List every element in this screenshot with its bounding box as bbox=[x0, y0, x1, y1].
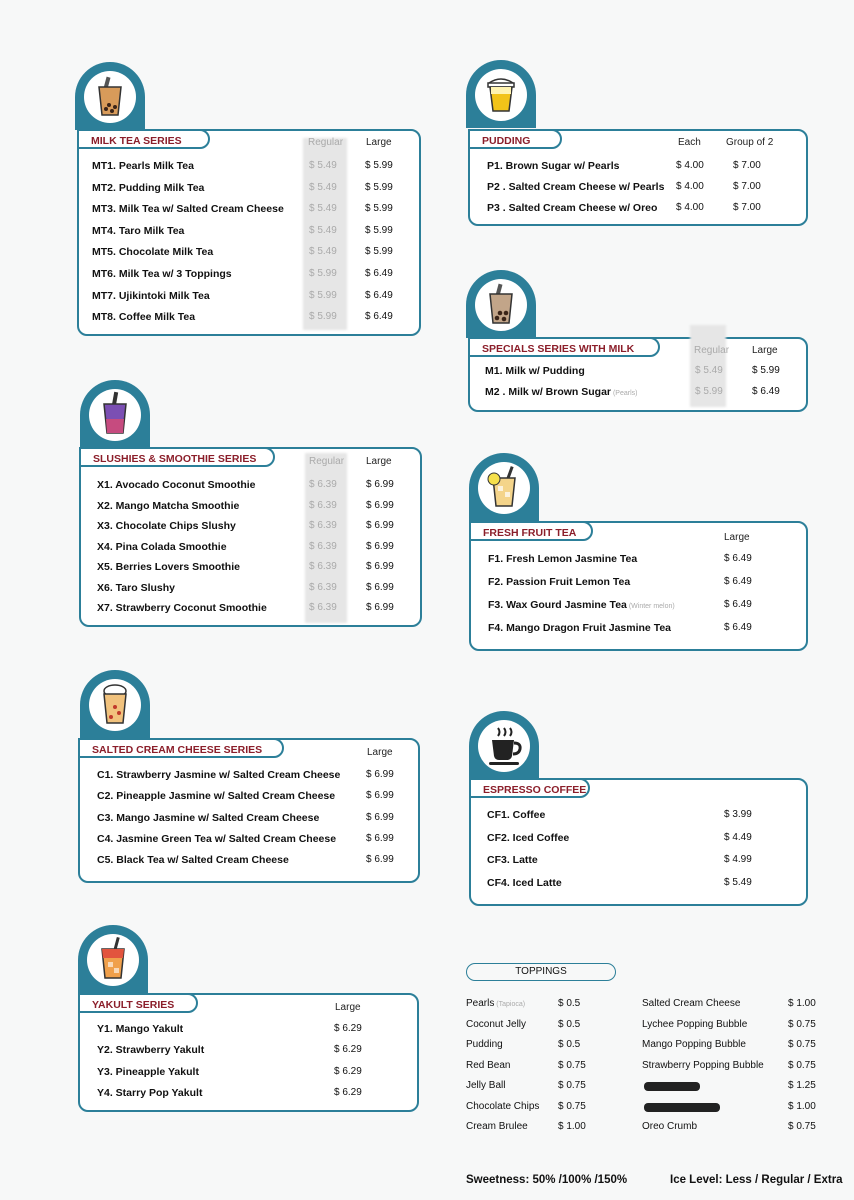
menu-item-name: Y3. Pineapple Yakult bbox=[97, 1065, 199, 1078]
each-price: $ 4.00 bbox=[676, 160, 704, 171]
menu-item-name: MT2. Pudding Milk Tea bbox=[92, 181, 205, 194]
pudding-icon-tab bbox=[466, 60, 536, 128]
regular-price: $ 5.49 bbox=[309, 203, 337, 215]
topping-price: $ 0.75 bbox=[788, 1039, 816, 1050]
regular-price: $ 6.39 bbox=[309, 602, 337, 613]
menu-item-name: MT5. Chocolate Milk Tea bbox=[92, 246, 214, 259]
section-title: YAKULT SERIES bbox=[78, 993, 198, 1013]
menu-item-name: MT6. Milk Tea w/ 3 Toppings bbox=[92, 268, 232, 280]
menu-item-name: X7. Strawberry Coconut Smoothie bbox=[97, 602, 267, 614]
large-price: $ 6.29 bbox=[334, 1023, 362, 1034]
column-header-large: Large bbox=[367, 747, 393, 758]
menu-item-name: C2. Pineapple Jasmine w/ Salted Cream Cheese bbox=[97, 790, 336, 803]
espresso-icon-tab bbox=[469, 711, 539, 779]
large-price: $ 6.99 bbox=[366, 790, 394, 802]
topping-name: Pudding bbox=[466, 1039, 503, 1050]
topping-name: Red Bean bbox=[466, 1059, 511, 1071]
regular-price: $ 6.39 bbox=[309, 499, 337, 511]
item-price: $ 4.49 bbox=[724, 831, 752, 843]
regular-price: $ 5.99 bbox=[695, 386, 723, 397]
topping-price: $ 0.75 bbox=[788, 1059, 816, 1071]
regular-price: $ 6.39 bbox=[309, 540, 337, 552]
toppings-title: TOPPINGS bbox=[466, 963, 616, 981]
column-header-group: Group of 2 bbox=[726, 137, 774, 148]
menu-item-name: X3. Chocolate Chips Slushy bbox=[97, 520, 236, 532]
sweetness-options: Sweetness: 50% /100% /150% bbox=[466, 1174, 628, 1186]
large-price: $ 6.99 bbox=[366, 520, 394, 531]
group-price: $ 7.00 bbox=[733, 202, 761, 213]
section-title: FRESH FRUIT TEA bbox=[469, 521, 593, 541]
topping-name: Chocolate Chips bbox=[466, 1100, 540, 1112]
large-price: $ 6.29 bbox=[334, 1065, 362, 1077]
regular-price: $ 6.39 bbox=[309, 520, 337, 531]
column-header-large: Large bbox=[366, 137, 392, 148]
menu-item-name: MT7. Ujikintoki Milk Tea bbox=[92, 289, 210, 302]
large-price: $ 6.49 bbox=[724, 599, 752, 610]
yakult-drink-icon bbox=[87, 934, 139, 986]
section-title: SALTED CREAM CHEESE SERIES bbox=[78, 738, 284, 758]
topping-price: $ 0.75 bbox=[558, 1100, 586, 1112]
large-price: $ 6.49 bbox=[724, 576, 752, 587]
topping-price: $ 1.00 bbox=[788, 1100, 816, 1112]
cream-cheese-icon-tab bbox=[80, 670, 150, 738]
regular-price: $ 5.49 bbox=[309, 160, 337, 171]
large-price: $ 6.99 bbox=[366, 561, 394, 572]
section-title: ESPRESSO COFFEE bbox=[469, 778, 590, 798]
specials-icon-tab bbox=[466, 270, 536, 338]
menu-item-name: Y4. Starry Pop Yakult bbox=[97, 1086, 203, 1099]
regular-price: $ 5.99 bbox=[309, 311, 337, 323]
column-header-large: Large bbox=[335, 1002, 361, 1013]
menu-item-name: F2. Passion Fruit Lemon Tea bbox=[488, 576, 631, 588]
topping-name: Coconut Jelly bbox=[466, 1018, 527, 1030]
topping-name: Oreo Crumb bbox=[642, 1121, 698, 1132]
large-price: $ 5.99 bbox=[365, 224, 393, 236]
section-title: SLUSHIES & SMOOTHIE SERIES bbox=[79, 447, 275, 467]
section-title: MILK TEA SERIES bbox=[77, 129, 210, 149]
regular-price: $ 5.49 bbox=[309, 224, 337, 236]
regular-price: $ 5.49 bbox=[309, 246, 337, 258]
large-price: $ 6.49 bbox=[365, 311, 393, 323]
large-price: $ 6.99 bbox=[366, 854, 394, 866]
topping-price: $ 1.00 bbox=[788, 998, 816, 1009]
each-price: $ 4.00 bbox=[676, 181, 704, 192]
regular-price: $ 6.39 bbox=[309, 581, 337, 593]
column-header-regular: Regular bbox=[309, 456, 345, 467]
item-note: (Tapioca) bbox=[494, 1001, 526, 1008]
menu-item-name: CF1. Coffee bbox=[487, 809, 546, 821]
topping-name: Salted Cream Cheese bbox=[642, 998, 741, 1009]
pudding-cup-icon bbox=[475, 69, 527, 121]
topping-price: $ 0.75 bbox=[558, 1080, 586, 1091]
menu-item-name: P3 . Salted Cream Cheese w/ Oreo bbox=[487, 202, 658, 214]
menu-item-name: X5. Berries Lovers Smoothie bbox=[97, 561, 240, 573]
item-note: (Pearls) bbox=[611, 390, 638, 397]
menu-item-name: MT3. Milk Tea w/ Salted Cream Cheese bbox=[92, 203, 284, 216]
large-price: $ 6.99 bbox=[366, 479, 394, 490]
item-price: $ 5.49 bbox=[724, 876, 752, 888]
topping-name: Cream Brulee bbox=[466, 1121, 528, 1132]
slushies-icon-tab bbox=[80, 380, 150, 448]
menu-item-name: X1. Avocado Coconut Smoothie bbox=[97, 479, 256, 491]
large-price: $ 6.99 bbox=[366, 769, 394, 780]
fruit-tea-icon-tab bbox=[469, 453, 539, 521]
large-price: $ 6.49 bbox=[724, 553, 752, 564]
large-price: $ 6.29 bbox=[334, 1044, 362, 1056]
group-price: $ 7.00 bbox=[733, 160, 761, 171]
menu-item-name: X2. Mango Matcha Smoothie bbox=[97, 499, 240, 512]
lemon-tea-icon bbox=[478, 462, 530, 514]
menu-item-name: CF4. Iced Latte bbox=[487, 876, 562, 889]
menu-item-name: CF2. Iced Coffee bbox=[487, 831, 570, 844]
topping-name: Pearls (Tapioca) bbox=[466, 998, 526, 1009]
menu-item-name: MT1. Pearls Milk Tea bbox=[92, 160, 194, 172]
milk-boba-icon bbox=[475, 279, 527, 331]
column-header-large: Large bbox=[752, 345, 778, 356]
topping-price: $ 0.75 bbox=[788, 1018, 816, 1030]
large-price: $ 6.99 bbox=[366, 581, 394, 593]
menu-item-name: F3. Wax Gourd Jasmine Tea (Winter melon) bbox=[488, 599, 675, 611]
column-header-large: Large bbox=[366, 456, 392, 467]
item-price: $ 4.99 bbox=[724, 854, 752, 865]
group-price: $ 7.00 bbox=[733, 181, 761, 192]
column-header-regular: Regular bbox=[694, 345, 730, 356]
topping-name: Mango Popping Bubble bbox=[642, 1039, 746, 1050]
milk-tea-icon-tab bbox=[75, 62, 145, 130]
section-title: SPECIALS SERIES WITH MILK bbox=[468, 337, 660, 357]
ice-level-options: Ice Level: Less / Regular / Extra bbox=[670, 1174, 843, 1186]
cream-cheese-drink-icon bbox=[89, 679, 141, 731]
regular-price: $ 5.99 bbox=[309, 289, 337, 301]
large-price: $ 6.99 bbox=[366, 811, 394, 823]
menu-item-name: MT8. Coffee Milk Tea bbox=[92, 311, 196, 324]
menu-item-name: F4. Mango Dragon Fruit Jasmine Tea bbox=[488, 622, 672, 634]
regular-price: $ 5.99 bbox=[309, 268, 337, 279]
menu-item-name: C4. Jasmine Green Tea w/ Salted Cream Cheese bbox=[97, 832, 337, 845]
large-price: $ 6.99 bbox=[366, 540, 394, 552]
large-price: $ 6.49 bbox=[365, 268, 393, 279]
menu-item-name: C3. Mango Jasmine w/ Salted Cream Cheese bbox=[97, 811, 320, 824]
large-price: $ 5.99 bbox=[365, 246, 393, 258]
large-price: $ 6.49 bbox=[365, 289, 393, 301]
menu-item-name: X4. Pina Colada Smoothie bbox=[97, 540, 227, 553]
topping-name: Lychee Popping Bubble bbox=[642, 1018, 748, 1030]
menu-item-name: M2 . Milk w/ Brown Sugar (Pearls) bbox=[485, 386, 638, 398]
section-title: PUDDING bbox=[468, 129, 562, 149]
menu-item-name: M1. Milk w/ Pudding bbox=[485, 365, 585, 377]
large-price: $ 5.99 bbox=[365, 181, 393, 193]
coffee-cup-icon bbox=[478, 720, 530, 772]
menu-item-name: P2 . Salted Cream Cheese w/ Pearls bbox=[487, 181, 665, 193]
large-price: $ 6.49 bbox=[724, 622, 752, 633]
topping-price: $ 0.5 bbox=[558, 1039, 581, 1050]
topping-price: $ 0.75 bbox=[558, 1059, 586, 1071]
column-header-large: Large bbox=[724, 532, 750, 543]
regular-price: $ 5.49 bbox=[309, 181, 337, 193]
large-price: $ 5.99 bbox=[365, 203, 393, 215]
menu-item-name: P1. Brown Sugar w/ Pearls bbox=[487, 160, 620, 172]
topping-price: $ 0.5 bbox=[558, 998, 581, 1009]
menu-item-name: X6. Taro Slushy bbox=[97, 581, 175, 594]
menu-item-name: Y1. Mango Yakult bbox=[97, 1023, 184, 1035]
menu-item-name: Y2. Strawberry Yakult bbox=[97, 1044, 205, 1057]
item-price: $ 3.99 bbox=[724, 809, 752, 820]
menu-item-name: MT4. Taro Milk Tea bbox=[92, 224, 185, 237]
menu-item-name: F1. Fresh Lemon Jasmine Tea bbox=[488, 553, 638, 565]
large-price: $ 6.49 bbox=[752, 386, 780, 397]
topping-name: Strawberry Popping Bubble bbox=[642, 1059, 764, 1071]
topping-price: $ 0.75 bbox=[788, 1121, 816, 1132]
large-price: $ 6.99 bbox=[366, 832, 394, 844]
topping-price: $ 1.00 bbox=[558, 1121, 586, 1132]
regular-price: $ 6.39 bbox=[309, 479, 337, 490]
redacted-topping-name bbox=[644, 1082, 700, 1091]
each-price: $ 4.00 bbox=[676, 202, 704, 213]
topping-price: $ 1.25 bbox=[788, 1080, 816, 1091]
topping-name: Jelly Ball bbox=[466, 1080, 506, 1091]
large-price: $ 5.99 bbox=[752, 365, 780, 376]
boba-cup-icon bbox=[84, 71, 136, 123]
large-price: $ 6.99 bbox=[366, 499, 394, 511]
column-header-regular: Regular bbox=[308, 137, 344, 148]
slushies-section bbox=[79, 447, 422, 627]
menu-item-name: C5. Black Tea w/ Salted Cream Cheese bbox=[97, 854, 289, 867]
item-note: (Winter melon) bbox=[626, 603, 675, 610]
regular-price: $ 6.39 bbox=[309, 561, 337, 572]
redacted-topping-name bbox=[644, 1103, 720, 1112]
topping-price: $ 0.5 bbox=[558, 1018, 581, 1030]
yakult-icon-tab bbox=[78, 925, 148, 993]
menu-item-name: CF3. Latte bbox=[487, 854, 538, 866]
large-price: $ 6.99 bbox=[366, 602, 394, 613]
large-price: $ 5.99 bbox=[365, 160, 393, 171]
column-header-each: Each bbox=[678, 137, 701, 148]
regular-price: $ 5.49 bbox=[695, 365, 723, 376]
large-price: $ 6.29 bbox=[334, 1086, 362, 1098]
slushy-cup-icon bbox=[89, 389, 141, 441]
menu-item-name: C1. Strawberry Jasmine w/ Salted Cream Cheese bbox=[97, 769, 341, 781]
